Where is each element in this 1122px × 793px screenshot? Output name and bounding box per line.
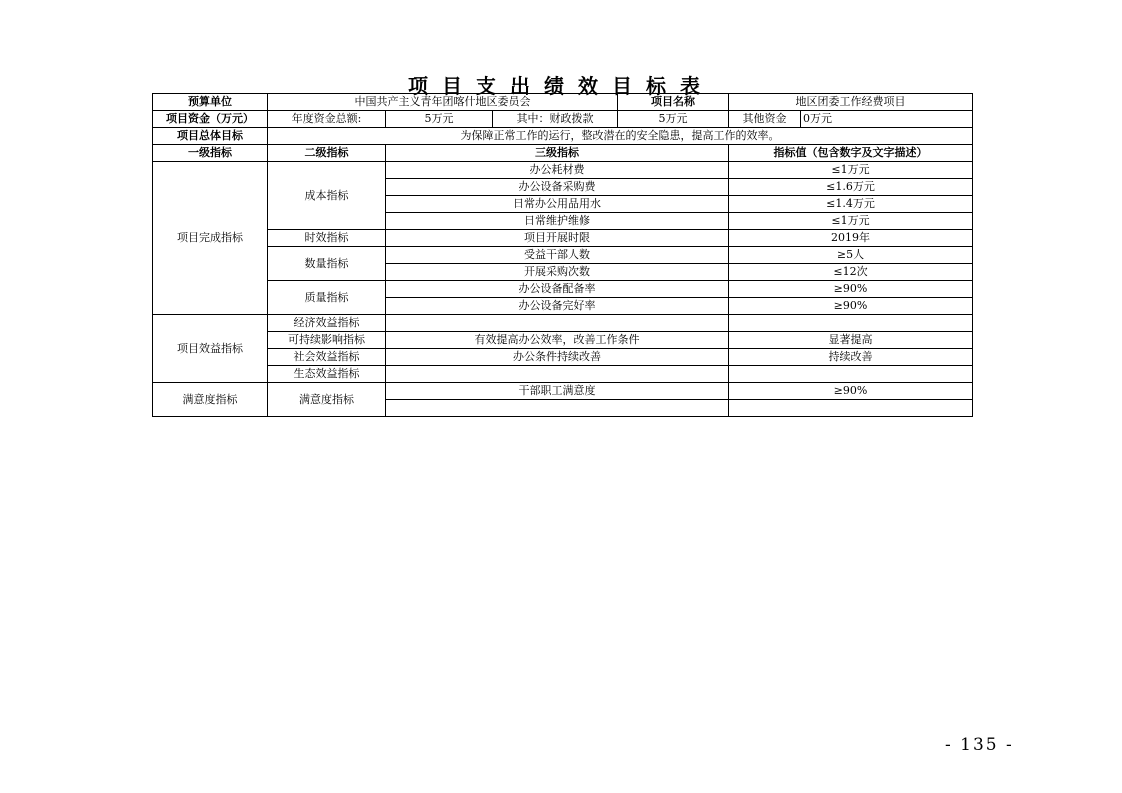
indicator-name: 办公设备完好率 (386, 298, 729, 315)
table-row (153, 349, 973, 366)
annual-total-value: 5万元 (386, 111, 493, 128)
goal-label: 项目总体目标 (153, 128, 268, 145)
indicator-name (386, 366, 729, 383)
other-funds-value: 0万元 (801, 111, 973, 128)
annual-total-label: 年度资金总额: (268, 111, 386, 128)
time-label: 时效指标 (268, 230, 386, 247)
budget-unit-label: 预算单位 (153, 94, 268, 111)
header-value: 指标值（包含数字及文字描述） (729, 145, 973, 162)
table-row (153, 332, 973, 349)
budget-unit-row (153, 94, 973, 111)
indicator-value: 持续改善 (729, 349, 973, 366)
project-name-value: 地区团委工作经费项目 (729, 94, 973, 111)
indicator-value: 显著提高 (729, 332, 973, 349)
table-row (153, 230, 973, 247)
level2-label: 可持续影响指标 (268, 332, 386, 349)
benefit-label: 项目效益指标 (153, 315, 268, 383)
indicator-value (729, 400, 973, 417)
table-row (153, 281, 973, 298)
indicator-name: 受益干部人数 (386, 247, 729, 264)
other-funds-label: 其他资金 (729, 111, 801, 128)
table-row (153, 366, 973, 383)
satisfaction-level2-label: 满意度指标 (268, 383, 386, 417)
indicator-value: ≥90% (729, 281, 973, 298)
fiscal-label: 其中：财政拨款 (493, 111, 618, 128)
indicator-name (386, 315, 729, 332)
indicator-name: 日常办公用品用水 (386, 196, 729, 213)
indicator-name (386, 400, 729, 417)
indicator-value: ≤1.4万元 (729, 196, 973, 213)
header-level1: 一级指标 (153, 145, 268, 162)
indicator-value: ≥90% (729, 383, 973, 400)
indicator-name: 办公设备采购费 (386, 179, 729, 196)
header-row (153, 145, 973, 162)
fiscal-value: 5万元 (618, 111, 729, 128)
indicator-value (729, 315, 973, 332)
budget-unit-value: 中国共产主义青年团喀什地区委员会 (268, 94, 618, 111)
table-row (153, 383, 973, 400)
project-name-label: 项目名称 (618, 94, 729, 111)
level2-label: 生态效益指标 (268, 366, 386, 383)
indicator-value (729, 366, 973, 383)
level2-label: 社会效益指标 (268, 349, 386, 366)
indicator-name: 办公耗材费 (386, 162, 729, 179)
cost-label: 成本指标 (268, 162, 386, 230)
satisfaction-label: 满意度指标 (153, 383, 268, 417)
quality-label: 质量指标 (268, 281, 386, 315)
goal-row (153, 128, 973, 145)
indicator-name: 项目开展时限 (386, 230, 729, 247)
quantity-label: 数量指标 (268, 247, 386, 281)
table-row (153, 247, 973, 264)
indicator-name: 办公条件持续改善 (386, 349, 729, 366)
goal-value: 为保障正常工作的运行，整改潜在的安全隐患，提高工作的效率。 (268, 128, 973, 145)
completion-label: 项目完成指标 (153, 162, 268, 315)
indicator-name: 干部职工满意度 (386, 383, 729, 400)
indicator-name: 办公设备配备率 (386, 281, 729, 298)
indicator-name: 开展采购次数 (386, 264, 729, 281)
indicator-value: ≤12次 (729, 264, 973, 281)
performance-goal-table (152, 93, 973, 417)
indicator-value: ≥90% (729, 298, 973, 315)
indicator-value: ≤1万元 (729, 162, 973, 179)
indicator-value: 2019年 (729, 230, 973, 247)
table-row (153, 315, 973, 332)
table-row (153, 162, 973, 179)
indicator-name: 日常维护维修 (386, 213, 729, 230)
level2-label: 经济效益指标 (268, 315, 386, 332)
header-level2: 二级指标 (268, 145, 386, 162)
indicator-name: 有效提高办公效率，改善工作条件 (386, 332, 729, 349)
indicator-value: ≤1万元 (729, 213, 973, 230)
funds-label: 项目资金（万元） (153, 111, 268, 128)
page-number: - 135 - (945, 735, 1014, 755)
page-title: 项目支出绩效目标表 (408, 74, 714, 98)
header-level3: 三级指标 (386, 145, 729, 162)
indicator-value: ≥5人 (729, 247, 973, 264)
funds-row (153, 111, 973, 128)
indicator-value: ≤1.6万元 (729, 179, 973, 196)
